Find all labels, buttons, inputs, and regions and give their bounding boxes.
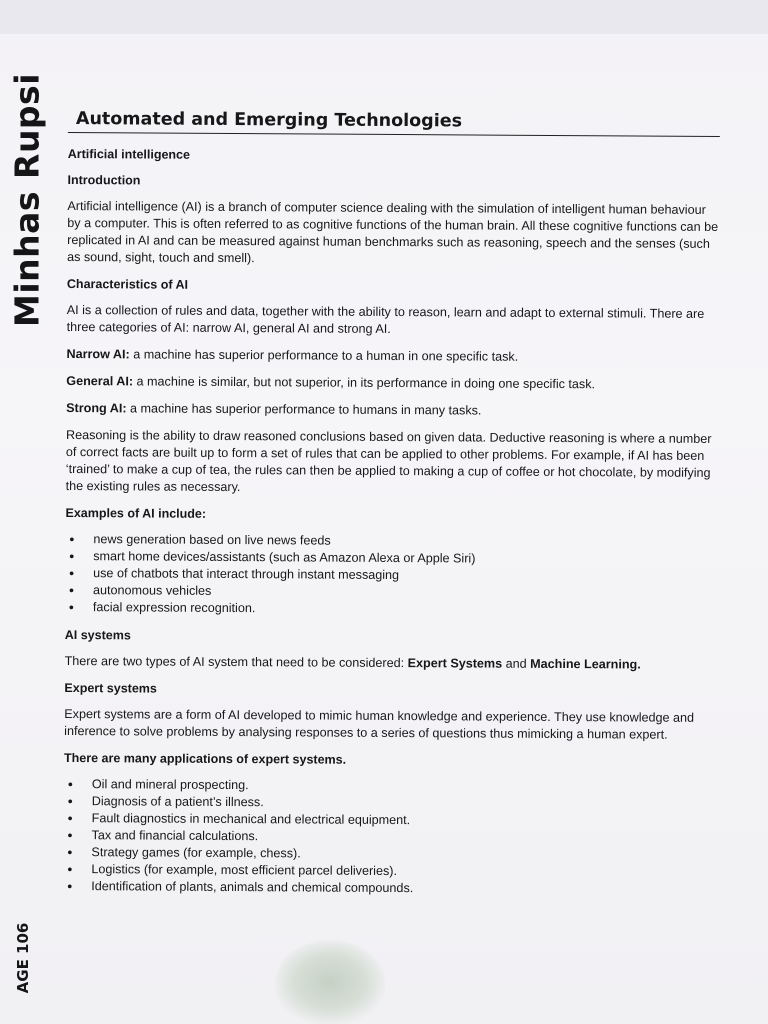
ai-systems-text-2: and [502, 656, 531, 671]
section-heading-ai-systems: AI systems [64, 627, 131, 643]
ai-systems-paragraph [65, 653, 717, 674]
list-item: • Oil and mineral prospecting. [64, 776, 716, 797]
expert-systems-paragraph: Expert systems are a form of AI developed to mimic human knowledge and experience. They use knowledge and inference to solve problems by analysing responses to a series of questions thus mimicking a human expert. [64, 706, 695, 742]
strong-ai-definition [66, 400, 718, 421]
intro-paragraph: Artificial intelligence (AI) is a branch of computer science dealing with the simulation of intelligent human behaviour by a computer. This is often referred to as cognitive functions of the human brain. All these cognitive functions can be replicated in AI and can be measured against human benchmarks such as reasoning, speech and the senses (such as sound, sight, touch and smell). [67, 198, 719, 266]
section-heading-introduction: Introduction [67, 172, 141, 188]
section-heading-examples: Examples of AI include: [65, 505, 207, 521]
applications-list [63, 776, 716, 899]
section-heading-ai: Artificial intelligence [67, 146, 191, 162]
list-item: • Tax and financial calculations. [64, 827, 716, 848]
list-item: • use of chatbots that interact through instant messaging [65, 565, 717, 586]
list-item: • Strategy games (for example, chess). [63, 844, 715, 865]
strong-ai-term: Strong AI: [66, 400, 127, 416]
list-item: • Identification of plants, animals and chemical compounds. [63, 878, 715, 899]
section-heading-expert-systems: Expert systems [64, 680, 157, 696]
side-brand-label: Minhas Rupsi [7, 72, 47, 328]
narrow-ai-text: a machine has superior performance to a human in one specific task. [129, 347, 519, 364]
section-heading-characteristics: Characteristics of AI [66, 276, 189, 292]
list-item: • smart home devices/assistants (such as Amazon Alexa or Apple Siri) [65, 548, 717, 569]
reasoning-paragraph: Reasoning is the ability to draw reasoned conclusions based on given data. Deductive reasoning is where a number of correct facts are built up to form a set of rules that can be applied to other problems. For example, if AI has been ‘trained’ to make a cup of tea, the rules can then be applied to making a cup of coffee or hot chocolate, by modifying the existing rules as necessary. [65, 427, 712, 495]
narrow-ai-definition [66, 346, 718, 367]
machine-learning-term: Machine Learning. [530, 656, 641, 672]
characteristics-paragraph: AI is a collection of rules and data, together with the ability to reason, learn and adapt to external stimuli. There are three categories of AI: narrow AI, general AI and strong AI. [66, 302, 705, 336]
list-item: • facial expression recognition. [65, 599, 717, 620]
list-item: • Logistics (for example, most efficient parcel deliveries). [63, 861, 715, 882]
list-item: • Fault diagnostics in mechanical and electrical equipment. [64, 810, 716, 831]
top-margin-strip [0, 0, 768, 34]
background-image-fragment [275, 940, 385, 1024]
section-heading-applications: There are many applications of expert systems. [63, 750, 347, 767]
strong-ai-text: a machine has superior performance to humans in many tasks. [126, 401, 482, 418]
side-page-number: AGE 106 [14, 922, 32, 994]
general-ai-definition [66, 373, 718, 394]
list-item: • news generation based on live news feeds [65, 531, 717, 552]
expert-systems-term: Expert Systems [407, 656, 503, 671]
page-content [63, 108, 720, 910]
general-ai-text: a machine is similar, but not superior, in its performance in doing one specific task. [133, 374, 596, 392]
page-title: Automated and Emerging Technologies [75, 109, 463, 132]
narrow-ai-term: Narrow AI: [66, 346, 130, 362]
ai-systems-text-1: There are two types of AI system that need to be considered: [64, 653, 408, 671]
list-item: • Diagnosis of a patient’s illness. [64, 793, 716, 814]
general-ai-term: General AI: [66, 373, 134, 389]
list-item: • autonomous vehicles [65, 582, 717, 603]
examples-list [65, 531, 718, 620]
